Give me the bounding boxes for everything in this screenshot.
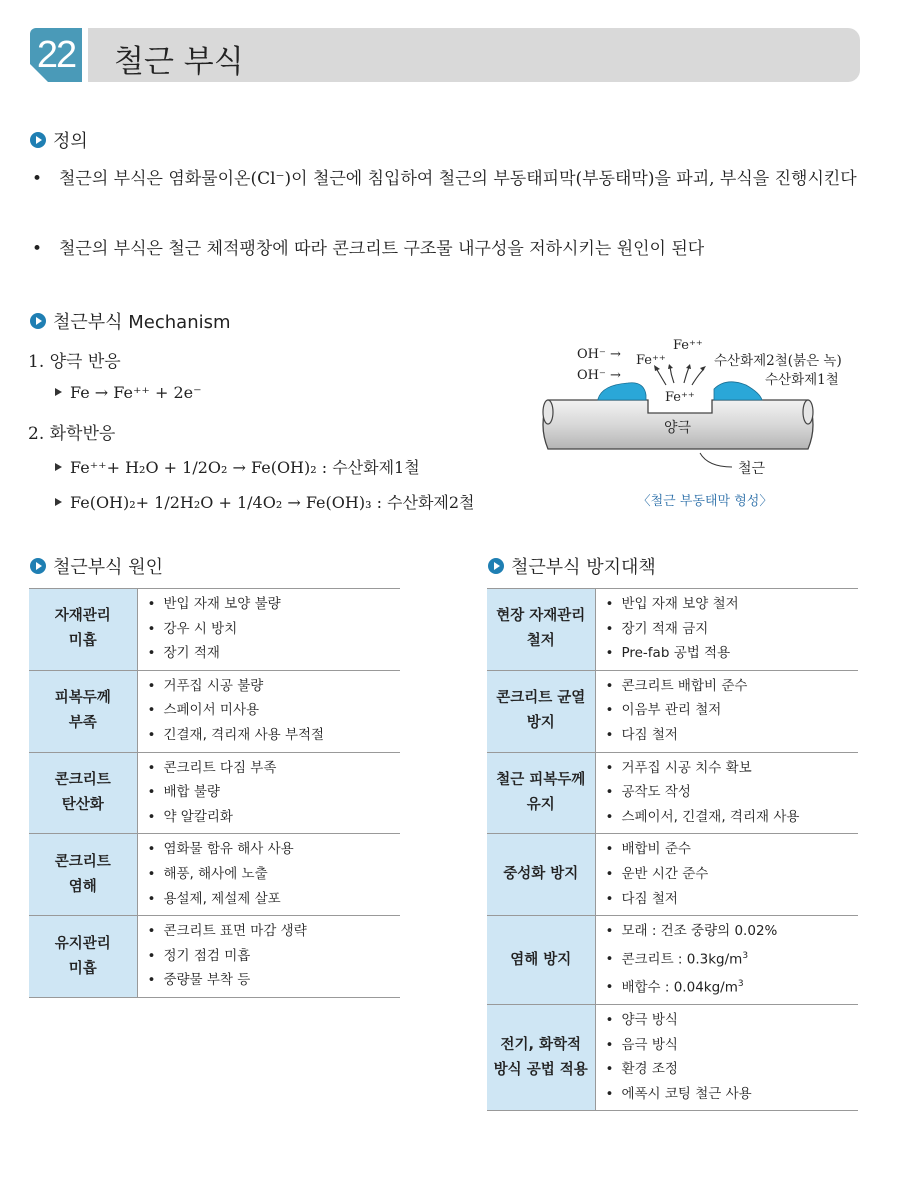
- rebar-label: 철근: [738, 461, 766, 477]
- row-items: [595, 916, 858, 1005]
- list-item: • 콘크리트 배합비 준수: [606, 674, 859, 699]
- prevention-heading-label: 철근부식 방지대책: [511, 557, 656, 578]
- row-items: [595, 752, 858, 834]
- row-key: 자재관리 미흡: [29, 589, 137, 671]
- superscript: 3: [737, 978, 744, 989]
- row-items: [595, 670, 858, 752]
- row-items: [137, 670, 400, 752]
- row-key: 철근 피복두께 유지: [487, 752, 595, 834]
- table-row: [487, 589, 858, 671]
- mechanism-heading-label: 철근부식 Mechanism: [53, 312, 231, 333]
- mechanism-step-2: 2. 화학반응: [28, 424, 116, 444]
- rebar-leader-line: [700, 453, 732, 467]
- row-key: 콘크리트 탄산화: [29, 752, 137, 834]
- causes-heading: [30, 553, 163, 579]
- arrow-circle-icon: [488, 558, 504, 574]
- list-item: • 배합비 준수: [606, 837, 859, 862]
- rust2-label: 수산화제2철(붉은 녹): [714, 353, 842, 369]
- row-items: [595, 834, 858, 916]
- rust1-label: 수산화제1철: [765, 372, 839, 388]
- arrow-circle-icon: [30, 558, 46, 574]
- mechanism-equation-3: [55, 490, 475, 513]
- list-item: • 양극 방식: [606, 1008, 859, 1033]
- list-item: • 장기 적재 금지: [606, 617, 859, 642]
- list-item: • 염화물 함유 해사 사용: [148, 837, 401, 862]
- row-key: 중성화 방지: [487, 834, 595, 916]
- list-item: • 용설제, 제설제 살포: [148, 887, 401, 912]
- causes-heading-label: 철근부식 원인: [53, 557, 164, 578]
- list-item: • 약 알칼리화: [148, 805, 401, 830]
- definition-heading-label: 정의: [53, 131, 88, 152]
- list-item: • 콘크리트 다짐 부족: [148, 756, 401, 781]
- list-item: • 운반 시간 준수: [606, 862, 859, 887]
- list-item: • 배합 불량: [148, 780, 401, 805]
- list-item: • 스페이서, 긴결재, 격리재 사용: [606, 805, 859, 830]
- list-item: • 공작도 작성: [606, 780, 859, 805]
- list-item: • 배합수 : $0.04kg/m^3$: [606, 972, 859, 1000]
- table-row: [487, 834, 858, 916]
- chapter-badge: [30, 28, 82, 82]
- oh-label-1: OH⁻ →: [577, 347, 621, 362]
- table-row: [487, 916, 858, 1005]
- equation-text: Fe⁺⁺+ H₂O + 1/2O₂ → Fe(OH)₂ : 수산화제1철: [70, 458, 420, 477]
- chapter-number: 22: [36, 34, 76, 76]
- row-key: 콘크리트 균열 방지: [487, 670, 595, 752]
- rust-patch-right: [714, 382, 762, 400]
- arrow-circle-icon: [30, 132, 46, 148]
- row-key: 피복두께 부족: [29, 670, 137, 752]
- table-row: [29, 670, 400, 752]
- fe-label-left: Fe⁺⁺: [636, 353, 666, 368]
- definition-bullet-2: [32, 232, 862, 266]
- definition-text-1: 철근의 부식은 염화물이온(Cl⁻)이 철근에 침입하여 철근의 부동태피막(부동태막)을 파괴, 부식을 진행시킨다: [59, 169, 857, 189]
- list-item: • 다짐 철저: [606, 723, 859, 748]
- prevention-heading: [488, 553, 656, 579]
- table-row: [29, 589, 400, 671]
- passive-film-diagram: [540, 335, 870, 510]
- mechanism-step-1: 1. 양극 반응: [28, 352, 121, 372]
- table-row: [29, 916, 400, 998]
- mechanism-heading: [30, 308, 231, 334]
- fe-label-center: Fe⁺⁺: [665, 390, 695, 405]
- row-items: [137, 916, 400, 998]
- equation-text: Fe → Fe⁺⁺ + 2e⁻: [70, 383, 202, 402]
- mechanism-equation-1: [55, 383, 202, 402]
- table-row: [487, 752, 858, 834]
- rust-patch-left: [598, 383, 646, 400]
- table-row: [487, 1004, 858, 1110]
- page-header: [30, 28, 860, 82]
- row-key: 현장 자재관리 철저: [487, 589, 595, 671]
- list-item: • 반입 자재 보양 불량: [148, 592, 401, 617]
- list-item: • 거푸집 시공 불량: [148, 674, 401, 699]
- list-item: • 콘크리트 : $0.3kg/m^3$: [606, 944, 859, 972]
- bullet-dot: •: [32, 239, 43, 259]
- list-item: • 모래 : 건조 중량의 0.02%: [606, 919, 859, 944]
- definition-heading: [30, 127, 88, 153]
- superscript: 3: [742, 950, 749, 961]
- list-item: • 이음부 관리 철저: [606, 698, 859, 723]
- triangle-icon: [55, 463, 62, 471]
- badge-separator: [82, 28, 88, 82]
- row-items: [595, 589, 858, 671]
- triangle-icon: [55, 388, 62, 396]
- row-key: 유지관리 미흡: [29, 916, 137, 998]
- list-item: • 다짐 철저: [606, 887, 859, 912]
- table-row: [29, 752, 400, 834]
- list-item: • 콘크리트 표면 마감 생략: [148, 919, 401, 944]
- list-item: • 반입 자재 보양 철저: [606, 592, 859, 617]
- list-item: • 거푸집 시공 치수 확보: [606, 756, 859, 781]
- list-item: • 중량물 부착 등: [148, 968, 401, 993]
- row-key: 전기, 화학적 방식 공법 적용: [487, 1004, 595, 1110]
- list-item: • 에폭시 코팅 철근 사용: [606, 1082, 859, 1107]
- definition-bullet-1: [32, 162, 862, 196]
- list-item: • 환경 조정: [606, 1057, 859, 1082]
- row-key: 염해 방지: [487, 916, 595, 1005]
- list-item: • 강우 시 방치: [148, 617, 401, 642]
- anode-label: 양극: [664, 420, 692, 436]
- list-item: • 장기 적재: [148, 641, 401, 666]
- row-key: 콘크리트 염해: [29, 834, 137, 916]
- triangle-icon: [55, 498, 62, 506]
- rebar-end-right: [803, 400, 813, 424]
- row-items: [137, 752, 400, 834]
- list-item: • 스페이서 미사용: [148, 698, 401, 723]
- list-item: • Pre-fab 공법 적용: [606, 641, 859, 666]
- equation-text: Fe(OH)₂+ 1/2H₂O + 1/4O₂ → Fe(OH)₃ : 수산화제2철: [70, 493, 475, 512]
- list-item: • 해풍, 해사에 노출: [148, 862, 401, 887]
- diagram-caption: 〈철근 부동태막 형성〉: [637, 494, 773, 509]
- list-item: • 긴결재, 격리재 사용 부적절: [148, 723, 401, 748]
- table-row: [29, 834, 400, 916]
- page-title: 철근 부식: [114, 44, 244, 80]
- mechanism-equation-2: [55, 455, 420, 478]
- prevention-table: [487, 588, 858, 1111]
- list-item: • 정기 점검 미흡: [148, 944, 401, 969]
- fe-label-top: Fe⁺⁺: [673, 338, 703, 353]
- arrow-circle-icon: [30, 313, 46, 329]
- row-items: [595, 1004, 858, 1110]
- oh-label-2: OH⁻ →: [577, 368, 621, 383]
- rebar-end-left: [543, 400, 553, 424]
- bullet-dot: •: [32, 169, 43, 189]
- row-items: [137, 589, 400, 671]
- table-row: [487, 670, 858, 752]
- causes-table: [29, 588, 400, 998]
- list-item: • 음극 방식: [606, 1033, 859, 1058]
- definition-text-2: 철근의 부식은 철근 체적팽창에 따라 콘크리트 구조물 내구성을 저하시키는 원인이 된다: [59, 239, 705, 259]
- row-items: [137, 834, 400, 916]
